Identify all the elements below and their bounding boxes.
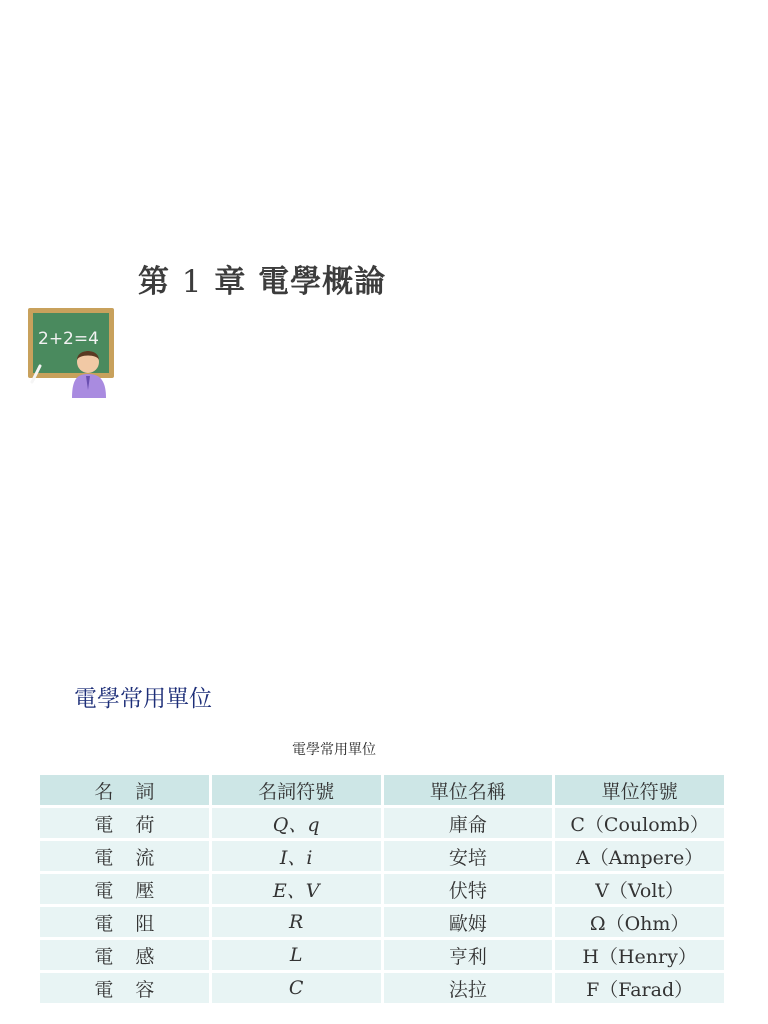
cell-unit-symbol: F（Farad） [555,973,724,1003]
cell-term: 電容 [40,973,209,1003]
cell-unit-symbol: A（Ampere） [555,841,724,871]
chapter-prefix: 第 [138,264,170,300]
cell-unit-symbol: Ω（Ohm） [555,907,724,937]
chapter-title [138,256,386,301]
units-table [37,772,727,1006]
cell-unit-symbol: C（Coulomb） [555,808,724,838]
table-row [40,940,724,970]
table-row [40,973,724,1003]
cell-term-symbol: I、i [212,841,381,871]
cell-term-symbol: Q、q [212,808,381,838]
cell-term-symbol: E、V [212,874,381,904]
table-row [40,907,724,937]
section-heading: 電學常用單位 [74,686,212,712]
header-term: 名詞 [40,775,209,805]
header-unit-symbol: 單位符號 [555,775,724,805]
cell-unit-name: 亨利 [384,940,553,970]
blackboard-text: 2+2=4 [38,329,99,349]
cell-term: 電阻 [40,907,209,937]
table-row [40,841,724,871]
cell-term: 電壓 [40,874,209,904]
chapter-number: 1 [181,264,203,300]
cell-term: 電感 [40,940,209,970]
cell-term: 電荷 [40,808,209,838]
cell-unit-name: 庫侖 [384,808,553,838]
cell-unit-symbol: V（Volt） [555,874,724,904]
cell-unit-name: 歐姆 [384,907,553,937]
table-row [40,808,724,838]
table-caption: 電學常用單位 [292,742,376,758]
teacher-blackboard-icon [26,306,118,398]
cell-term-symbol: R [212,907,381,937]
cell-term: 電流 [40,841,209,871]
header-term-symbol: 名詞符號 [212,775,381,805]
cell-unit-name: 法拉 [384,973,553,1003]
cell-unit-name: 安培 [384,841,553,871]
table-row [40,874,724,904]
cell-unit-symbol: H（Henry） [555,940,724,970]
header-unit-name: 單位名稱 [384,775,553,805]
chapter-suffix: 章 電學概論 [214,264,387,300]
cell-unit-name: 伏特 [384,874,553,904]
table-header-row [40,775,724,805]
cell-term-symbol: L [212,940,381,970]
cell-term-symbol: C [212,973,381,1003]
